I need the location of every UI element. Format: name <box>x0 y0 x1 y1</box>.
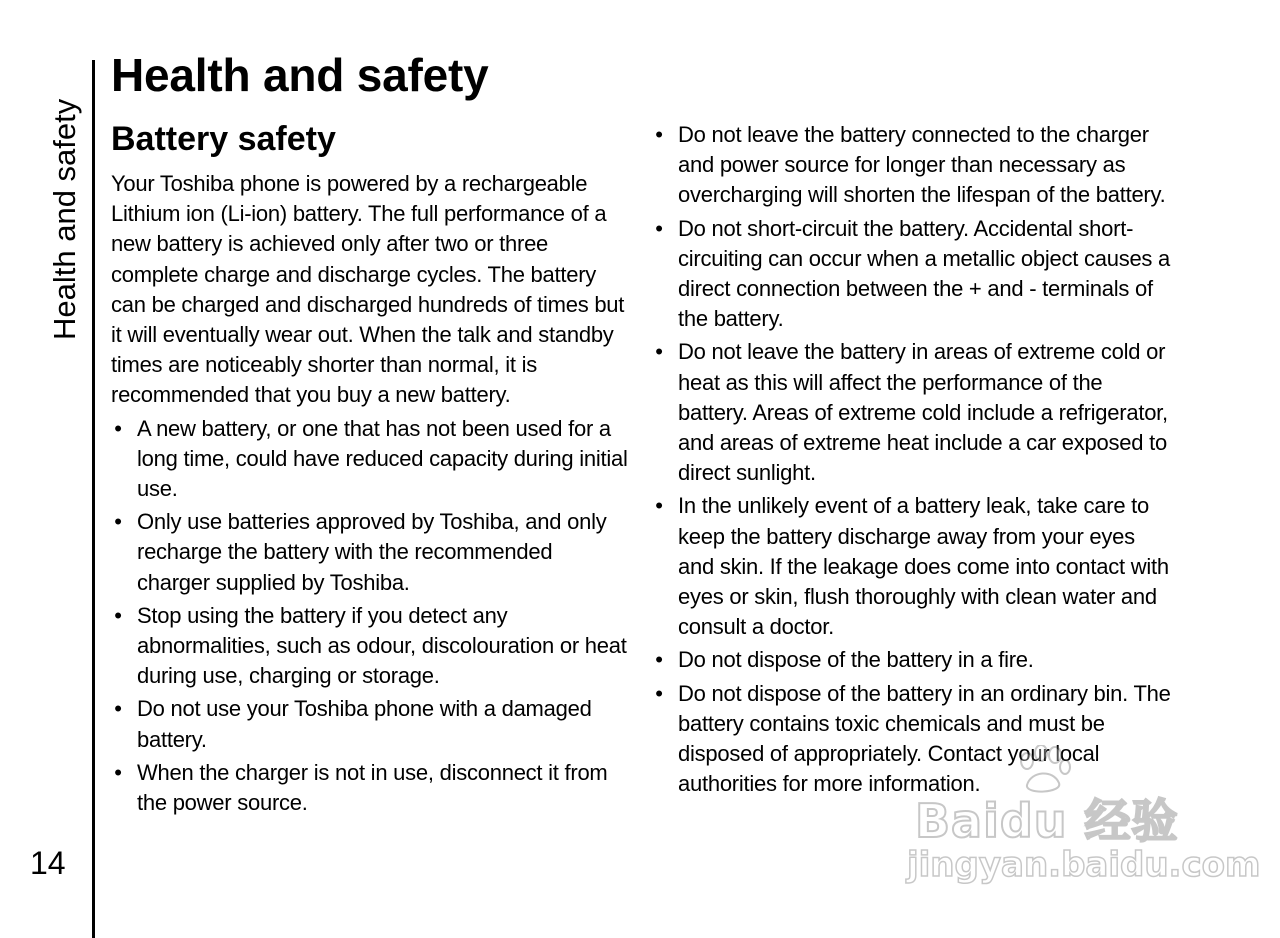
list-item <box>652 214 1172 335</box>
list-item <box>111 694 631 754</box>
list-item-text: Do not short-circuit the battery. Accidental short-circuiting can occur when a metallic object causes a direct connection between the + and - terminals of the battery. <box>678 215 1171 332</box>
list-item <box>652 645 1172 675</box>
list-item-text: Do not dispose of the battery in an ordinary bin. The battery contains toxic chemicals and must be disposed of appropriately. Contact your local authorities for more information. <box>678 680 1171 797</box>
bullet-icon: • <box>114 696 122 722</box>
left-column <box>111 169 631 821</box>
bullet-icon: • <box>655 647 663 673</box>
bullet-icon: • <box>655 339 663 365</box>
section-title: Battery safety <box>111 120 336 158</box>
bullet-icon: • <box>114 759 122 785</box>
left-bullet-list <box>111 414 631 819</box>
list-item-text: Only use batteries approved by Toshiba, and only recharge the battery with the recommended charger supplied by Toshiba. <box>137 509 607 595</box>
bullet-icon: • <box>655 122 663 147</box>
list-item-text: Do not dispose of the battery in a fire. <box>678 647 1034 673</box>
list-item-text: In the unlikely event of a battery leak, take care to keep the battery discharge away from your eyes and skin. If the leakage does come into contact with eyes or skin, flush thoroughly with clean water and consult a doctor. <box>678 493 1169 640</box>
intro-paragraph: Your Toshiba phone is powered by a rechargeable Lithium ion (Li-ion) battery. The full performance of a new battery is achieved only after two or three complete charge and discharge cycles. The battery can be charged and discharged hundreds of times but it will eventually wear out. When the talk and standby times are noticeably shorter than normal, it is recommended that you buy a new battery. <box>111 171 625 408</box>
watermark-url: jingyan.baidu.com <box>907 845 1261 885</box>
right-column <box>652 120 1172 802</box>
page-number: 14 <box>30 845 66 881</box>
bullet-icon: • <box>655 680 663 706</box>
right-bullet-list <box>652 120 1172 799</box>
bullet-icon: • <box>114 509 122 535</box>
bullet-icon: • <box>655 215 663 241</box>
vertical-divider <box>92 60 95 938</box>
list-item-text: Stop using the battery if you detect any abnormalities, such as odour, discolouration or heat during use, charging or storage. <box>137 602 627 689</box>
list-item <box>652 491 1172 642</box>
bullet-icon: • <box>114 602 122 628</box>
side-running-title-text: Health and safety <box>47 98 82 340</box>
list-item <box>111 414 631 505</box>
list-item-text: A new battery, or one that has not been used for a long time, could have reduced capacity during initial use. <box>137 415 628 502</box>
watermark-brand: Baidu 经验 <box>915 794 1179 848</box>
list-item <box>111 601 631 692</box>
list-item <box>111 507 631 598</box>
bullet-icon: • <box>114 415 122 441</box>
list-item <box>652 337 1172 488</box>
list-item-text: When the charger is not in use, disconnect it from the power source. <box>137 759 608 816</box>
list-item <box>652 679 1172 800</box>
bullet-icon: • <box>655 493 663 519</box>
side-running-title <box>45 60 85 340</box>
page-title: Health and safety <box>111 49 489 101</box>
list-item <box>111 758 631 818</box>
list-item-text: Do not leave the battery in areas of extreme cold or heat as this will affect the performance of the battery. Areas of extreme cold include a refrigerator, and areas of extreme heat include a car exposed to direct sunlight. <box>678 339 1168 486</box>
list-item-text: Do not leave the battery connected to the charger and power source for longer than necessary as overcharging will shorten the lifespan of the battery. <box>678 122 1166 208</box>
list-item-text: Do not use your Toshiba phone with a damaged battery. <box>137 696 592 752</box>
list-item <box>652 120 1172 211</box>
